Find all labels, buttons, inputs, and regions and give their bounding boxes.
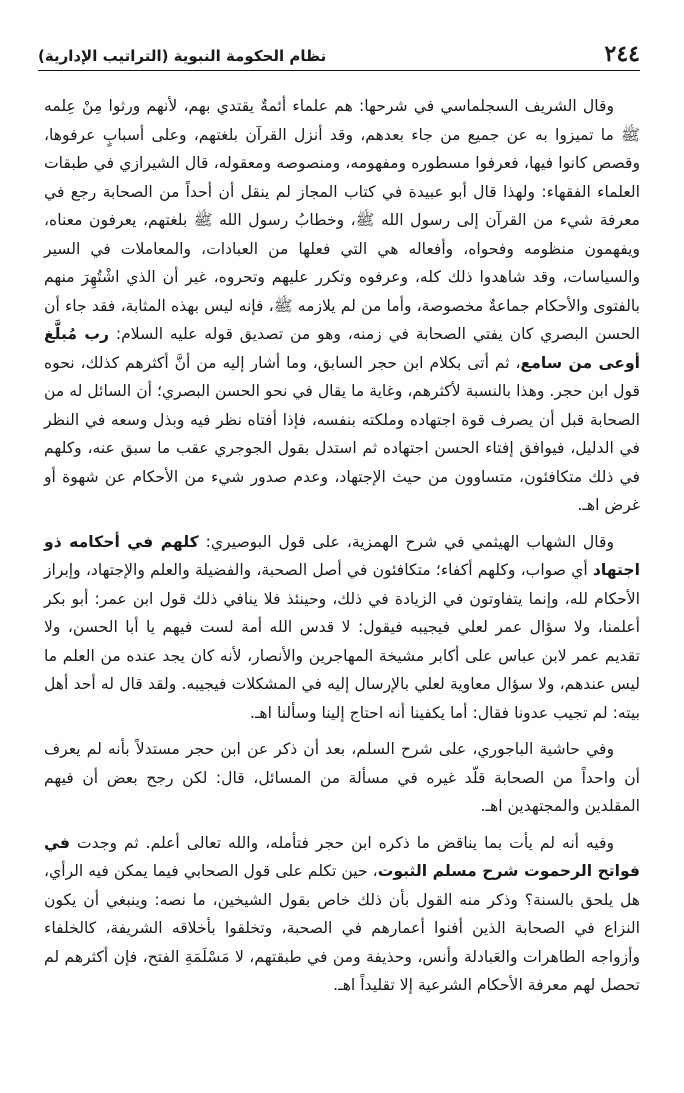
paragraph-text: ، حين تكلم على قول الصحابي فيما يمكن فيه الرأي، هل يلحق بالسنة؟ وذكر منه القول بأن ذلك خاص بقول الشيخين، ما نصه: وينبغي أن يكون النزاع في الصحابة الذين أفنوا أعمارهم في الصحبة، وتخلقوا بأخلاقه الشريفة، كالخلفاء وأزواجه الطاهرات والعَبادلة وأنس، وحذيفة ومن في طبقتهم، لا مَسْلَمَةِ الفتح، فإن أكثرهم لم تحصل لهم معرفة الأحكام الشرعية إلا تقليداً اهـ. — [44, 862, 640, 994]
paragraph — [44, 735, 640, 821]
paragraph-text: ، ثم أتى بكلام ابن حجر السابق، وما أشار إليه من أنَّ أكثرهم كذلك، نحوه قول ابن حجر. وهذا بالنسبة لأكثرهم، وغاية ما يقال في نحو الحسن البصري؛ أن السائل له من الصحابة قبل أن يصرف قوة اجتهاده وملكته بنفسه، فإذا أفتاه نظر فيه وبذل وسعه في النظر في الدليل، فيوافق إفتاء الحسن اجتهاده ثم استدل بقول الجوجري عقب ما سبق عنه، وكلهم في ذلك متكافئون، متساوون من حيث الإجتهاد، وعدم صدور شيء من الأحكام عن شهوة أو غرض اهـ. — [44, 353, 640, 514]
paragraph-text: وفي حاشية الباجوري، على شرح السلم، بعد أن ذكر عن ابن حجر مستدلاً بأنه لم يعرف أن واحداً من الصحابة قلّد غيره في مسألة من المسائل، قال: لكن رجح بعض أن فيهم المقلدين والمجتهدين اهـ. — [44, 740, 640, 815]
bold-quote: رب مُبلَّغ أوعى من سامع — [44, 325, 640, 372]
book-title: في فواتح الرحموت شرح مسلم الثبوت — [44, 833, 640, 880]
running-title: نظام الحكومة النبوية (التراتيب الإدارية) — [38, 47, 327, 65]
paragraph-text: وفيه أنه لم يأت بما يناقض ما ذكره ابن حجر فتأمله، والله تعالى أعلم. ثم وجدت — [70, 833, 614, 852]
page-header — [38, 40, 640, 71]
page-number: ٢٤٤ — [604, 41, 640, 67]
bold-quote: كلهم في أحكامه ذو اجتهاد — [44, 532, 640, 579]
paragraph — [44, 92, 640, 520]
paragraph — [44, 528, 640, 728]
paragraph-text: وقال الشريف السجلماسي في شرحها: هم علماء أئمةٌ يقتدي بهم، لأنهم ورثوا مِنْ عِلمه ﷺ ما تميزوا به عن جميع من جاء بعدهم، وقد أنزل القرآن بلغتهم، وعلى أسبابٍ عرفوها، وقصص كانوا فيها، فعرفوا مسطوره ومفهومه، ومنصوصه ومعقوله، قال الشيرازي في طبقات العلماء الفقهاء: ولهذا قال أبو عبيدة في كتاب المجاز لم ينقل أن أحداً من الصحابة رجع في معرفة شيء من القرآن إلى رسول الله ﷺ، وخطابُ رسول الله ﷺ بلغتهم، يعرفون معناه، ويفهمون منظومه وفحواه، وأفعاله هي التي فعلها من العبادات، والمعاملات في السير والسياسات، وقد شاهدوا ذلك كله، وعرفوه وتكرر عليهم وتحروه، غير أن الذي اشْتُهِرَ منهم بالفتوى والأحكام جماعةٌ مخصوصة، وأما من لم يلازمه ﷺ، فإنه ليس بهذه المثابة، فقد جاء أن الحسن البصري كان يفتي الصحابة في زمنه، وهو من تصديق قوله عليه السلام: — [44, 97, 640, 343]
paragraph-text: أي صواب، وكلهم أكفاء؛ متكافئون في أصل الصحبة، والفضيلة والعلم والإجتهاد، وإبراز الأحكام لله، وإنما يتفاوتون في الزيادة في ذلك، وحينئذ فلا ينافي ذلك قول ابن عمر: أبو بكر أعلمنا، ولا سؤال عمر لعلي فيجيبه فيقول: لا قدس الله أمة لست فيهم يا أبا الحسن، ولا تقديم عمر لابن عباس على أكابر مشيخة المهاجرين والأنصار، لأنه كان يجد عنده من العلم ما ليس عندهم، ولا سؤال معاوية لعلي بالإرسال إليه في المشكلات فيجيبه. ولقد قال له أحد أهل بيته: لم تجيب عدونا فقال: أما يكفينا أنه احتاج إلينا وسألنا اهـ. — [44, 561, 640, 722]
paragraph-text: وقال الشهاب الهيثمي في شرح الهمزية، على قول البوصيري: — [198, 532, 614, 551]
paragraph — [44, 829, 640, 1000]
page-body — [44, 92, 640, 1008]
